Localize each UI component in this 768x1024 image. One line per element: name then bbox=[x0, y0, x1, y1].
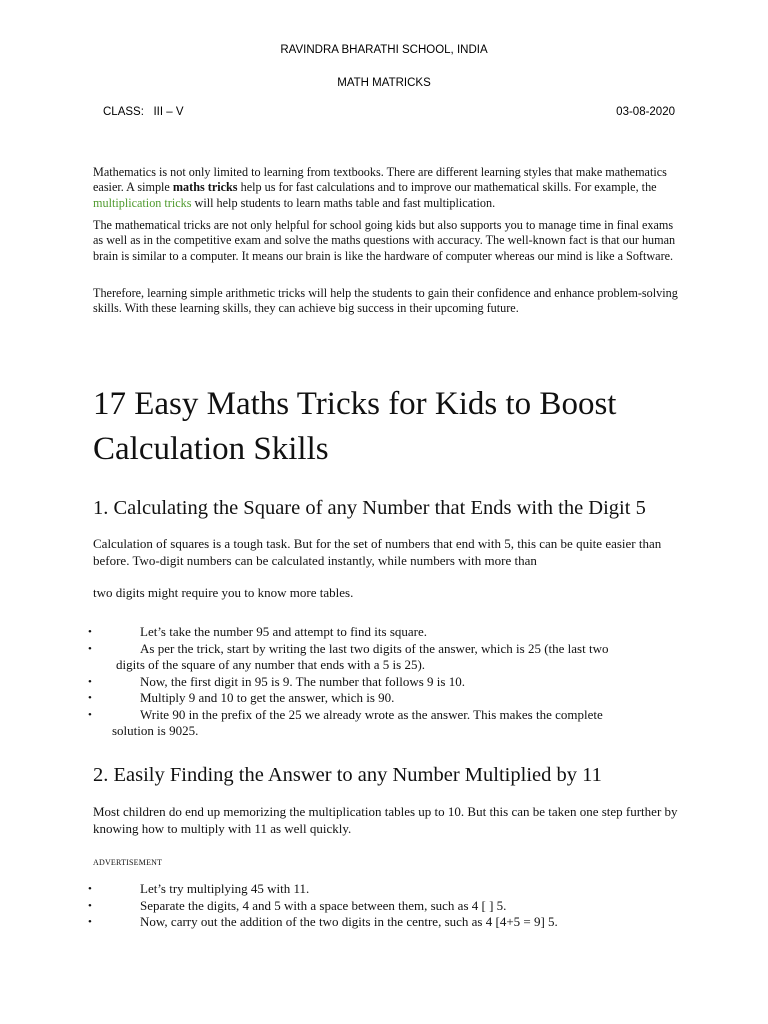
bullet-icon: • bbox=[88, 626, 92, 638]
section-1-paragraph-1: Calculation of squares is a tough task. But for the set of numbers that end with 5, this can be quite easier than before. Two-digit numbers can be calculated instantly, while numbers with more than bbox=[93, 536, 662, 568]
list-item: • Now, the first digit in 95 is 9. The number that follows 9 is 10. bbox=[88, 673, 465, 689]
section-2-heading: 2. Easily Finding the Answer to any Number Multiplied by 11 bbox=[93, 764, 602, 786]
list-item: • Multiply 9 and 10 to get the answer, which is 90. bbox=[88, 690, 395, 705]
school-name: RAVINDRA BHARATHI SCHOOL, INDIA bbox=[280, 44, 488, 56]
class-label: CLASS: III – V bbox=[103, 106, 184, 118]
section-1-heading: 1. Calculating the Square of any Number that Ends with the Digit 5 bbox=[93, 497, 646, 519]
bullet-icon: • bbox=[88, 916, 92, 928]
document-subject: MATH MATRICKS bbox=[337, 77, 431, 89]
bullet-icon: • bbox=[88, 883, 92, 895]
bullet-icon: • bbox=[88, 675, 92, 688]
advertisement-label: ADVERTISEMENT bbox=[93, 858, 163, 867]
section-1-bullet-list bbox=[0, 624, 768, 740]
list-item: • Write 90 in the prefix of the 25 we already wrote as the answer. This makes the complete solution is 9025. bbox=[88, 706, 603, 738]
intro-paragraph-2: The mathematical tricks are not only helpful for school going kids but also supports you to manage time in final exams as well as in the competitive exam and solve the maths questions with accuracy. The well-known fact is that our human brain is similar to a computer. It means our brain is like the hardware of computer whereas our mind is like a Software. bbox=[93, 218, 676, 263]
bullet-icon: • bbox=[88, 899, 92, 912]
maths-tricks-bold: maths tricks bbox=[172, 180, 238, 195]
document-date: 03-08-2020 bbox=[616, 106, 675, 118]
main-title: 17 Easy Maths Tricks for Kids to Boost Calculation Skills bbox=[93, 386, 617, 467]
multiplication-tricks-link[interactable]: multiplication tricks bbox=[93, 195, 192, 210]
list-item: • As per the trick, start by writing the last two digits of the answer, which is 25 (the last two digits of the square of any number that ends with a 5 is 25). bbox=[88, 640, 609, 672]
bullet-icon: • bbox=[88, 708, 92, 721]
section-2-bullet-list bbox=[0, 881, 768, 931]
list-item: • Separate the digits, 4 and 5 with a space between them, such as 4 [ ] 5. bbox=[88, 897, 507, 913]
intro-paragraph-1: Mathematics is not only limited to learning from textbooks. There are different learning styles that make mathematics easier. A simple maths tricks help us for fast calculations and to improve our mathematical skills. For example, the multiplication tricks will help students to learn maths table and fast multiplication. bbox=[93, 165, 667, 210]
section-2-paragraph-1: Most children do end up memorizing the multiplication tables up to 10. But this can be taken one step further by knowing how to multiply with 11 as well quickly. bbox=[93, 804, 678, 836]
list-item: • Let’s try multiplying 45 with 11. bbox=[88, 881, 310, 896]
class-date-line bbox=[103, 106, 675, 118]
list-item: • Now, carry out the addition of the two digits in the centre, such as 4 [4+5 = 9] 5. bbox=[88, 914, 558, 929]
list-item: • Let’s take the number 95 and attempt to find its square. bbox=[88, 624, 428, 639]
bullet-icon: • bbox=[88, 642, 92, 655]
section-1-paragraph-2: two digits might require you to know more tables. bbox=[93, 585, 354, 600]
intro-paragraph-3: Therefore, learning simple arithmetic tricks will help the students to gain their confidence and enhance problem-solving skills. With these learning skills, they can achieve big success in their upcoming future. bbox=[93, 286, 678, 316]
bullet-icon: • bbox=[88, 692, 92, 704]
